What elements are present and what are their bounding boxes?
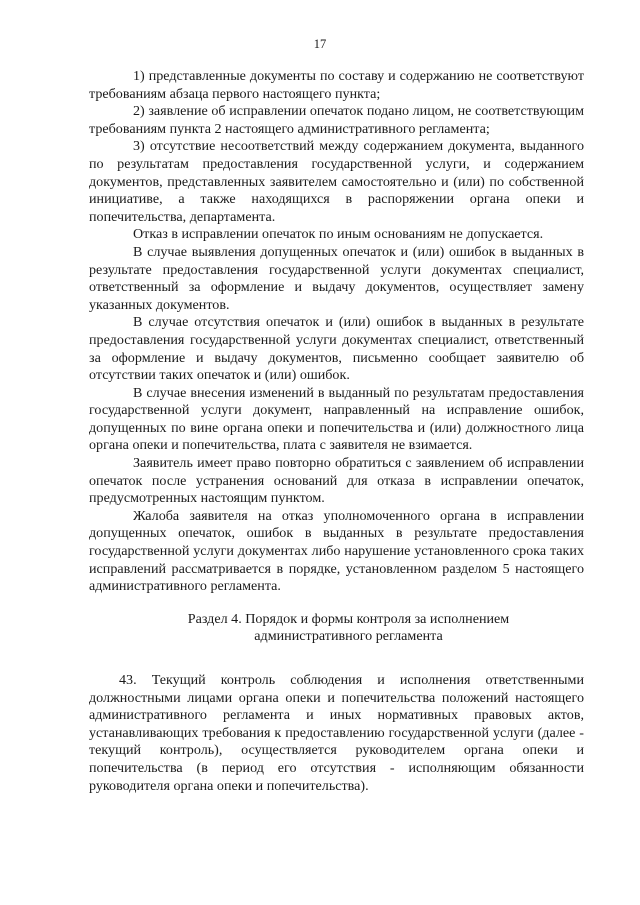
paragraph-43: 43. Текущий контроль соблюдения и исполнения ответственными должностными лицами органа опеки и попечительства положений настоящего административного регламента и иных нормативных правовых актов, устанавливающих требования к предоставлению государственной услуги (далее - текущий контроль), осуществляется руководителем органа опеки и попечительства (в период его отсутствия - исполняющим обязанности руководителя органа опеки и попечительства). [89, 672, 584, 794]
section-title-line-1: Раздел 4. Порядок и формы контроля за исполнением [187, 610, 510, 627]
section-title [89, 611, 584, 646]
paragraph-item-3: 3) отсутствие несоответствий между содержанием документа, выданного по результатам предоставления государственной услуги, и содержанием документов, представленных заявителем самостоятельно и (или) по собственной инициативе, а также находящихся в распоряжении органа опеки и попечительства, департамента. [89, 138, 584, 225]
paragraph-reapply: Заявитель имеет право повторно обратиться с заявлением об исправлении опечаток после устранения оснований для отказа в исправлении опечаток, предусмотренных настоящим пунктом. [89, 455, 584, 507]
paragraph-item-1: 1) представленные документы по составу и содержанию не соответствуют требованиям абзаца первого настоящего пункта; [89, 68, 584, 102]
section-title-line-2: административного регламента [254, 628, 443, 645]
paragraph-errors-absent: В случае отсутствия опечаток и (или) ошибок в выданных в результате предоставления государственной услуги документах специалист, ответственный за оформление и выдачу документов, письменно сообщает заявителю об отсутствии таких опечаток и (или) ошибок. [89, 314, 584, 384]
page-number: 17 [313, 37, 327, 51]
paragraph-item-2: 2) заявление об исправлении опечаток подано лицом, не соответствующим требованиям пункта 2 настоящего административного регламента; [89, 103, 584, 137]
paragraph-refusal-other-grounds: Отказ в исправлении опечаток по иным основаниям не допускается. [133, 226, 544, 243]
paragraph-complaint: Жалоба заявителя на отказ уполномоченного органа в исправлении допущенных опечаток, ошибок в выданных в результате предоставления государственной услуги документах либо нарушение установленного срока таких исправлений рассматривается в порядке, установленном разделом 5 настоящего административного регламента. [89, 507, 584, 595]
paragraph-errors-detected: В случае выявления допущенных опечаток и (или) ошибок в выданных в результате предоставления государственной услуги документах специалист, ответственный за оформление и выдачу документов, осуществляет замену указанных документов. [89, 243, 584, 313]
paragraph-no-fee: В случае внесения изменений в выданный по результатам предоставления государственной услуги документ, направленный на исправление ошибок, допущенных по вине органа опеки и попечительства и (или) должностного лица органа опеки и попечительства, плата с заявителя не взимается. [89, 384, 584, 454]
document-body [89, 68, 584, 795]
